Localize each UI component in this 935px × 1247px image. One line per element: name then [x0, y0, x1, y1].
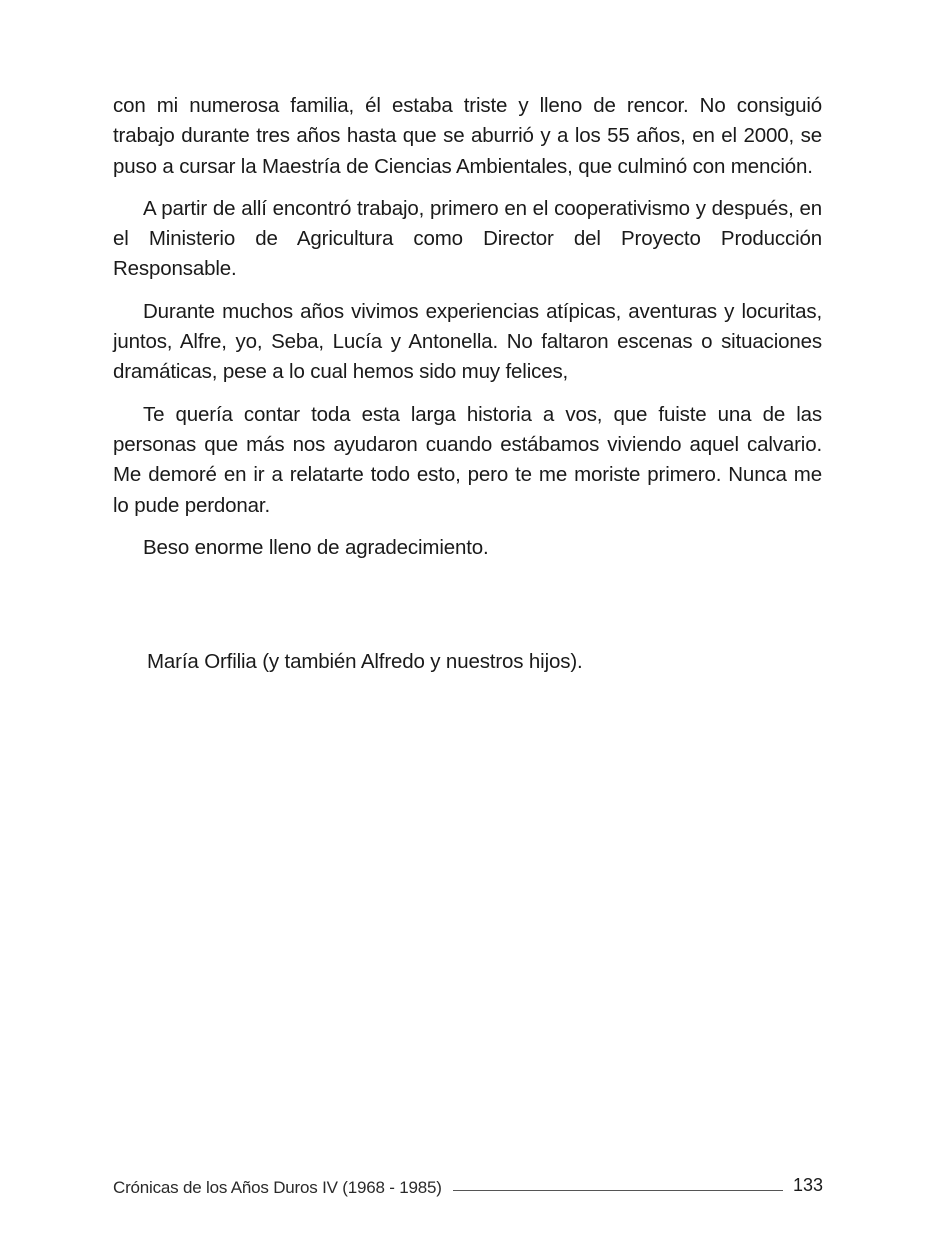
signature: María Orfilia (y también Alfredo y nuestros hijos). [147, 650, 583, 673]
paragraph: Durante muchos años vivimos experiencias atípicas, aventuras y locuritas, juntos, Alfre, yo, Seba, Lucía y Antonella. No faltaron escenas o situaciones dramáticas, pese a lo cual hemos sido muy felices, [113, 299, 822, 384]
paragraph-continuation: con mi numerosa familia, él estaba triste y lleno de rencor. No consiguió trabajo durante tres años hasta que se aburrió y a los 55 años, en el 2000, se puso a cursar la Maestría de Ciencias Ambientales, que culminó con mención. [113, 94, 822, 178]
footer-book-title: Crónicas de los Años Duros IV (1968 - 1985) [113, 1178, 442, 1197]
page-body [113, 91, 822, 575]
page-number: 133 [792, 1174, 823, 1195]
page-footer [113, 1175, 823, 1201]
paragraph: Te quería contar toda esta larga historia a vos, que fuiste una de las personas que más nos ayudaron cuando estábamos viviendo aquel calvario. Me demoré en ir a relatarte todo esto, pero te me moriste primero. Nunca me lo pude perdonar. [113, 402, 822, 517]
footer-rule [453, 1190, 783, 1191]
paragraph-closing: Beso enorme lleno de agradecimiento. [143, 535, 489, 559]
paragraph: A partir de allí encontró trabajo, primero en el cooperativismo y después, en el Ministerio de Agricultura como Director del Proyecto Producción Responsable. [113, 196, 822, 281]
